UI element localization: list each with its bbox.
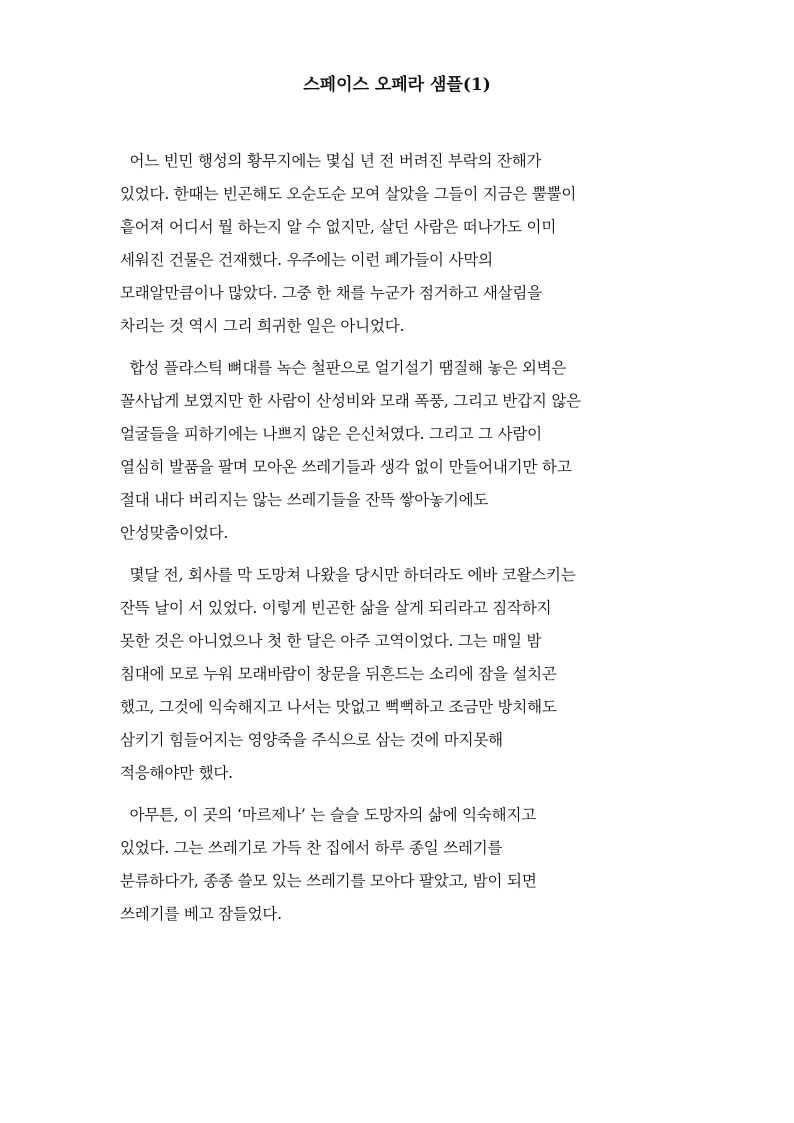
text-line: 삼키기 힘들어지는 영양죽을 주식으로 삼는 것에 마지못해 [120, 731, 503, 749]
text-line: 못한 것은 아니었으나 첫 한 달은 아주 고역이었다. 그는 매일 밤 [120, 632, 542, 650]
text-line: 흩어져 어디서 뭘 하는지 알 수 없지만, 살던 사람은 떠나가도 이미 [120, 218, 557, 236]
text-line: 있었다. 그는 쓰레기로 가득 찬 집에서 하루 종일 쓰레기를 [120, 839, 503, 857]
text-line: 아무튼, 이 곳의 ‘마르제나’ 는 슬슬 도망자의 삶에 익숙해지고 [120, 806, 537, 824]
text-line: 어느 빈민 행성의 황무지에는 몇십 년 전 버려진 부락의 잔해가 [120, 152, 542, 170]
text-line: 분류하다가, 종종 쓸모 있는 쓰레기를 모아다 팔았고, 밤이 되면 [120, 872, 537, 890]
paragraph-4 [120, 799, 680, 931]
paragraph-3 [120, 559, 680, 790]
text-line: 몇달 전, 회사를 막 도망쳐 나왔을 당시만 하더라도 에바 코왈스키는 [120, 566, 576, 584]
paragraph-2 [120, 352, 680, 550]
document-title: 스페이스 오페라 샘플(1) [303, 75, 491, 95]
text-line: 했고, 그것에 익숙해지고 나서는 맛없고 뻑뻑하고 조금만 방치해도 [120, 698, 557, 716]
paragraph-1 [120, 145, 680, 343]
text-line: 있었다. 한때는 빈곤해도 오순도순 모여 살았을 그들이 지금은 뿔뿔이 [120, 185, 577, 203]
text-line: 잔뜩 날이 서 있었다. 이렇게 빈곤한 삶을 살게 되리라고 짐작하지 [120, 599, 552, 617]
text-line: 절대 내다 버리지는 않는 쓰레기들을 잔뜩 쌓아놓기에도 [120, 491, 489, 509]
text-line: 쓰레기를 베고 잠들었다. [120, 905, 282, 923]
text-line: 꼴사납게 보였지만 한 사람이 산성비와 모래 폭풍, 그리고 반갑지 않은 [120, 392, 581, 410]
text-line: 안성맞춤이었다. [120, 524, 229, 542]
text-line: 세워진 건물은 건재했다. 우주에는 이런 폐가들이 사막의 [120, 251, 493, 269]
text-line: 침대에 모로 누워 모래바람이 창문을 뒤흔드는 소리에 잠을 설치곤 [120, 665, 557, 683]
text-line: 얼굴들을 피하기에는 나쁘지 않은 은신처였다. 그리고 그 사람이 [120, 425, 542, 443]
document-body [120, 145, 680, 940]
text-line: 차리는 것 역시 그리 희귀한 일은 아니었다. [120, 317, 405, 335]
text-line: 모래알만큼이나 많았다. 그중 한 채를 누군가 점거하고 새살림을 [120, 284, 542, 302]
text-line: 적응해야만 했다. [120, 764, 233, 782]
text-line: 합성 플라스틱 뼈대를 녹슨 철판으로 얼기설기 땜질해 놓은 외벽은 [120, 359, 567, 377]
text-line: 열심히 발품을 팔며 모아온 쓰레기들과 생각 없이 만들어내기만 하고 [120, 458, 572, 476]
